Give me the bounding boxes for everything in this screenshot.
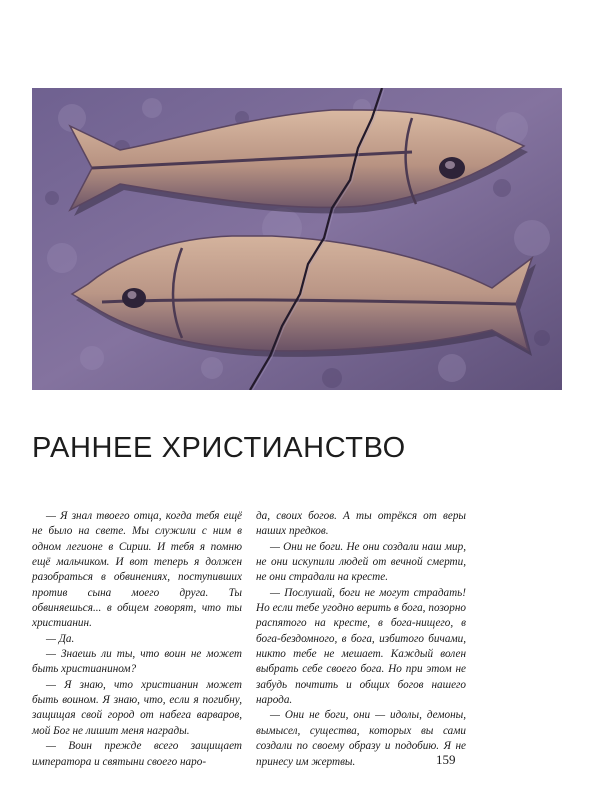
paragraph: — Они не боги, они — идолы, демоны, вымысел, существа, которых вы сами создали по своему образу и подобию. Я не принесу им жертвы. xyxy=(256,709,466,768)
paragraph: — Я знал твоего отца, когда тебя ещё не было на свете. Мы служили с ним в одном легионе в Сирии. И тебя я помню ещё мальчиком. И вот теперь я должен разобраться в обвинениях, поступивших против сына моего друга. Ты обвиняешься... в общем говорят, что ты христианин. xyxy=(32,510,242,630)
left-column xyxy=(32,509,242,770)
paragraph: — Послушай, боги не могут страдать! Но если тебе угодно верить в бога, позорно распятого на кресте, в бога-нищего, в бога-бездомного, в бога, избитого бичами, никто тебе не мешает. Каждый волен выбрать себе своего бога. Но при этом не забудь почтить и общих богов нашего народа. xyxy=(256,586,466,707)
two-fish-relief-icon xyxy=(32,88,562,390)
paragraph: — Знаешь ли ты, что воин не может быть христианином? xyxy=(32,648,242,676)
page-title: РАННЕЕ ХРИСТИАНСТВО xyxy=(32,432,406,464)
paragraph: — Они не боги. Не они создали наш мир, не они искупили людей от вечной смерти, не они страдали на кресте. xyxy=(256,540,466,584)
paragraph: — Да. xyxy=(46,632,75,645)
paragraph: да, своих богов. А ты отрёкся от веры наших предков. xyxy=(256,510,466,538)
fish-relief-illustration xyxy=(32,88,562,390)
page-number: 159 xyxy=(436,752,456,767)
paragraph: — Воин прежде всего защищает императора и святыни своего наро- xyxy=(32,740,242,768)
paragraph: — Я знаю, что христианин может быть воином. Я знаю, что, если я погибну, защищая свой город от набега варваров, мой Бог не лишит меня награды. xyxy=(32,678,242,737)
right-column xyxy=(256,509,466,770)
